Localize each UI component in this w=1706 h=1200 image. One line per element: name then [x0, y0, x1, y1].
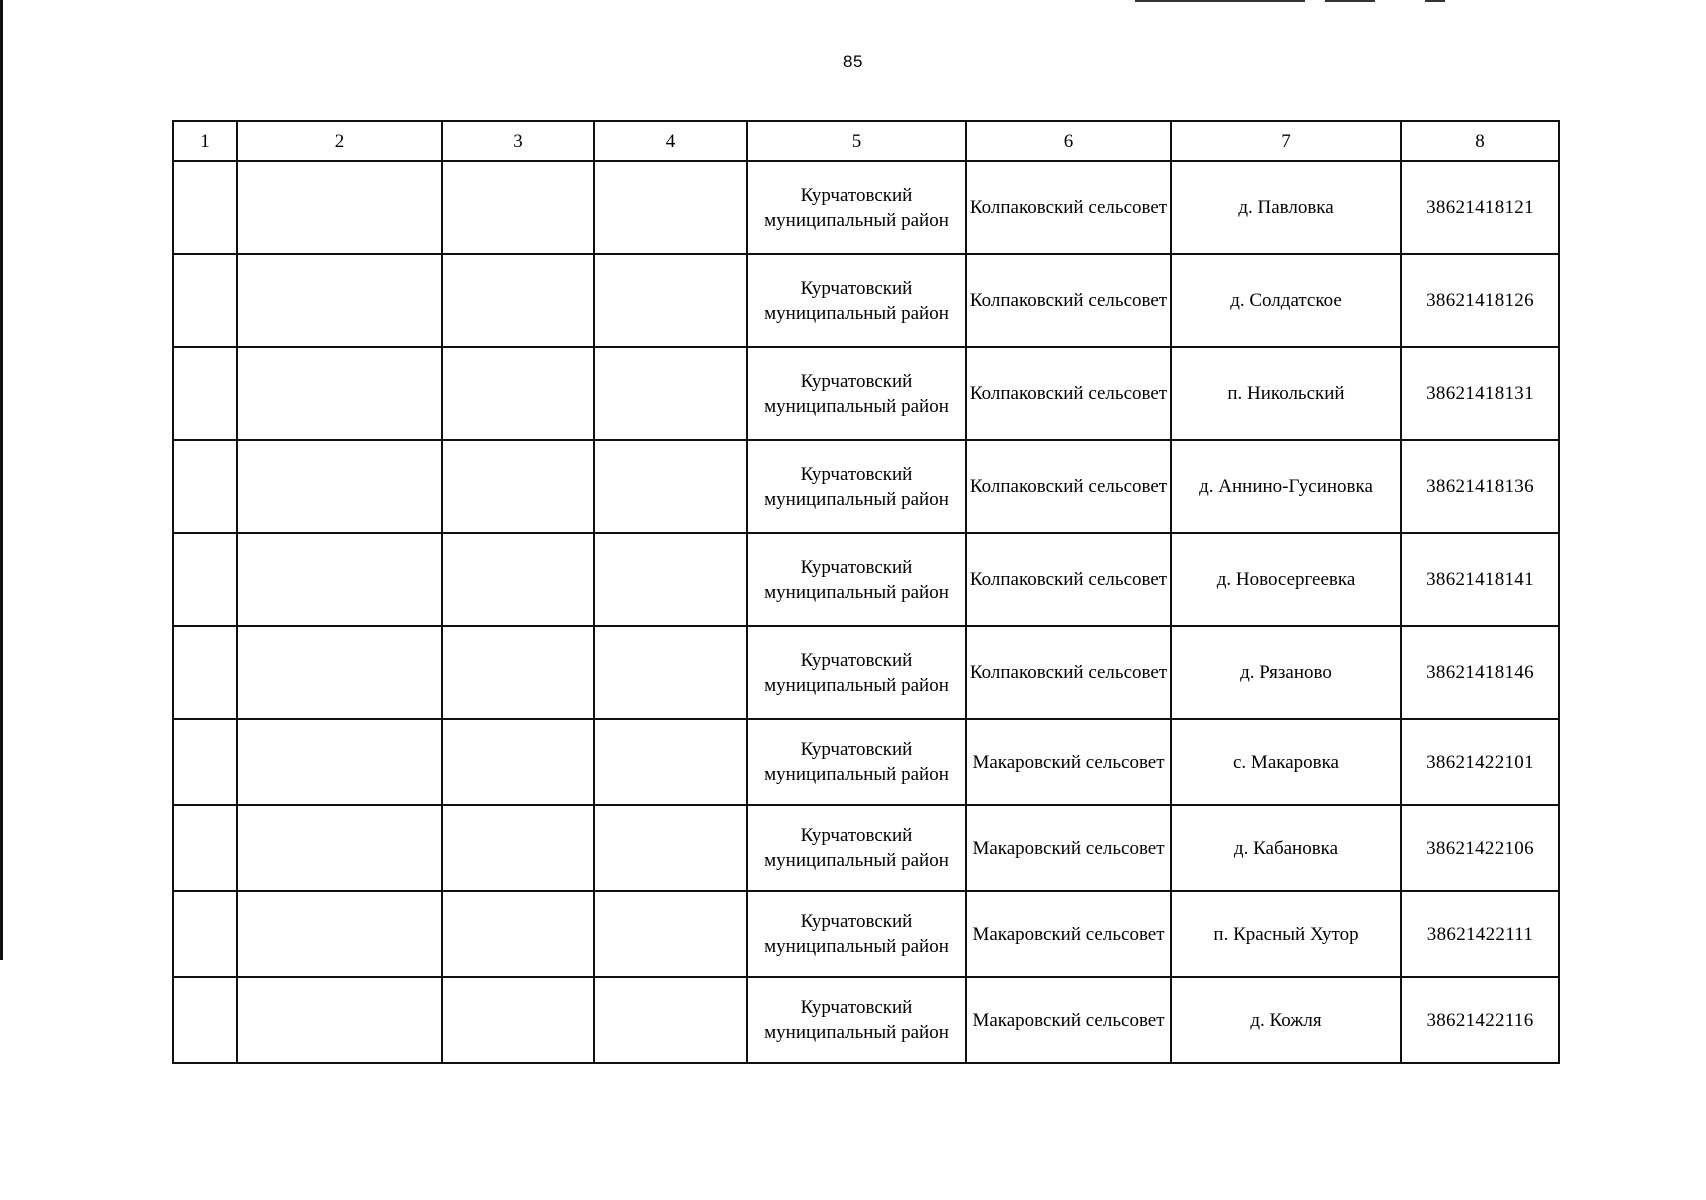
code-cell: 38621418121 — [1401, 161, 1559, 254]
column-header: 4 — [594, 121, 747, 161]
cell-col-1 — [173, 440, 237, 533]
table-row — [173, 440, 1559, 533]
cell-col-4 — [594, 161, 747, 254]
district-cell: Курчатовский муниципальный район — [747, 254, 966, 347]
cell-col-3 — [442, 440, 594, 533]
code-cell: 38621418141 — [1401, 533, 1559, 626]
district-cell: Курчатовский муниципальный район — [747, 719, 966, 805]
settlement-cell: д. Павловка — [1171, 161, 1401, 254]
cell-col-2 — [237, 977, 442, 1063]
cell-col-1 — [173, 626, 237, 719]
cell-col-2 — [237, 891, 442, 977]
cell-col-2 — [237, 805, 442, 891]
cell-col-2 — [237, 719, 442, 805]
settlement-cell: с. Макаровка — [1171, 719, 1401, 805]
cell-col-3 — [442, 977, 594, 1063]
top-rule — [1135, 0, 1305, 2]
code-cell: 38621422101 — [1401, 719, 1559, 805]
table-row — [173, 161, 1559, 254]
council-cell: Колпаковский сельсовет — [966, 254, 1171, 347]
cell-col-1 — [173, 161, 237, 254]
council-cell: Макаровский сельсовет — [966, 977, 1171, 1063]
cell-col-1 — [173, 891, 237, 977]
table-row — [173, 347, 1559, 440]
table-row — [173, 533, 1559, 626]
column-header: 2 — [237, 121, 442, 161]
settlement-cell: п. Никольский — [1171, 347, 1401, 440]
cell-col-3 — [442, 347, 594, 440]
cell-col-2 — [237, 440, 442, 533]
column-header: 6 — [966, 121, 1171, 161]
settlement-cell: д. Кабановка — [1171, 805, 1401, 891]
council-cell: Колпаковский сельсовет — [966, 161, 1171, 254]
council-cell: Макаровский сельсовет — [966, 805, 1171, 891]
table-row — [173, 977, 1559, 1063]
district-cell: Курчатовский муниципальный район — [747, 347, 966, 440]
cell-col-4 — [594, 719, 747, 805]
table-row — [173, 254, 1559, 347]
cell-col-3 — [442, 719, 594, 805]
settlement-cell: п. Красный Хутор — [1171, 891, 1401, 977]
council-cell: Макаровский сельсовет — [966, 891, 1171, 977]
district-cell: Курчатовский муниципальный район — [747, 805, 966, 891]
settlement-cell: д. Новосергеевка — [1171, 533, 1401, 626]
column-header: 3 — [442, 121, 594, 161]
page-number: 85 — [843, 52, 863, 71]
cell-col-4 — [594, 347, 747, 440]
cell-col-1 — [173, 719, 237, 805]
cell-col-2 — [237, 254, 442, 347]
district-cell: Курчатовский муниципальный район — [747, 977, 966, 1063]
settlement-cell: д. Рязаново — [1171, 626, 1401, 719]
code-cell: 38621418126 — [1401, 254, 1559, 347]
table-row — [173, 719, 1559, 805]
council-cell: Макаровский сельсовет — [966, 719, 1171, 805]
district-cell: Курчатовский муниципальный район — [747, 626, 966, 719]
cell-col-2 — [237, 533, 442, 626]
cell-col-3 — [442, 891, 594, 977]
document-table — [172, 120, 1560, 1064]
cell-col-1 — [173, 533, 237, 626]
cell-col-2 — [237, 161, 442, 254]
column-header: 8 — [1401, 121, 1559, 161]
council-cell: Колпаковский сельсовет — [966, 533, 1171, 626]
code-cell: 38621422111 — [1401, 891, 1559, 977]
cell-col-4 — [594, 891, 747, 977]
council-cell: Колпаковский сельсовет — [966, 626, 1171, 719]
cell-col-1 — [173, 805, 237, 891]
cell-col-1 — [173, 347, 237, 440]
settlement-cell: д. Аннино-Гусиновка — [1171, 440, 1401, 533]
column-header: 1 — [173, 121, 237, 161]
column-header: 7 — [1171, 121, 1401, 161]
district-cell: Курчатовский муниципальный район — [747, 891, 966, 977]
table-row — [173, 626, 1559, 719]
cell-col-4 — [594, 977, 747, 1063]
district-cell: Курчатовский муниципальный район — [747, 533, 966, 626]
code-cell: 38621422106 — [1401, 805, 1559, 891]
code-cell: 38621418136 — [1401, 440, 1559, 533]
code-cell: 38621422116 — [1401, 977, 1559, 1063]
column-header: 5 — [747, 121, 966, 161]
settlement-cell: д. Солдатское — [1171, 254, 1401, 347]
top-rule — [1425, 0, 1445, 2]
table-body — [173, 161, 1559, 1063]
cell-col-4 — [594, 533, 747, 626]
cell-col-4 — [594, 254, 747, 347]
cell-col-1 — [173, 254, 237, 347]
council-cell: Колпаковский сельсовет — [966, 440, 1171, 533]
code-cell: 38621418131 — [1401, 347, 1559, 440]
cell-col-4 — [594, 440, 747, 533]
district-cell: Курчатовский муниципальный район — [747, 161, 966, 254]
cell-col-4 — [594, 626, 747, 719]
cell-col-1 — [173, 977, 237, 1063]
header-row — [173, 121, 1559, 161]
table-row — [173, 891, 1559, 977]
cell-col-2 — [237, 347, 442, 440]
code-cell: 38621418146 — [1401, 626, 1559, 719]
cell-col-3 — [442, 161, 594, 254]
settlement-cell: д. Кожля — [1171, 977, 1401, 1063]
table-row — [173, 805, 1559, 891]
cell-col-3 — [442, 254, 594, 347]
cell-col-3 — [442, 533, 594, 626]
district-cell: Курчатовский муниципальный район — [747, 440, 966, 533]
council-cell: Колпаковский сельсовет — [966, 347, 1171, 440]
cell-col-3 — [442, 805, 594, 891]
cell-col-2 — [237, 626, 442, 719]
top-rule — [1325, 0, 1375, 2]
cell-col-4 — [594, 805, 747, 891]
cell-col-3 — [442, 626, 594, 719]
scan-edge — [0, 0, 3, 960]
